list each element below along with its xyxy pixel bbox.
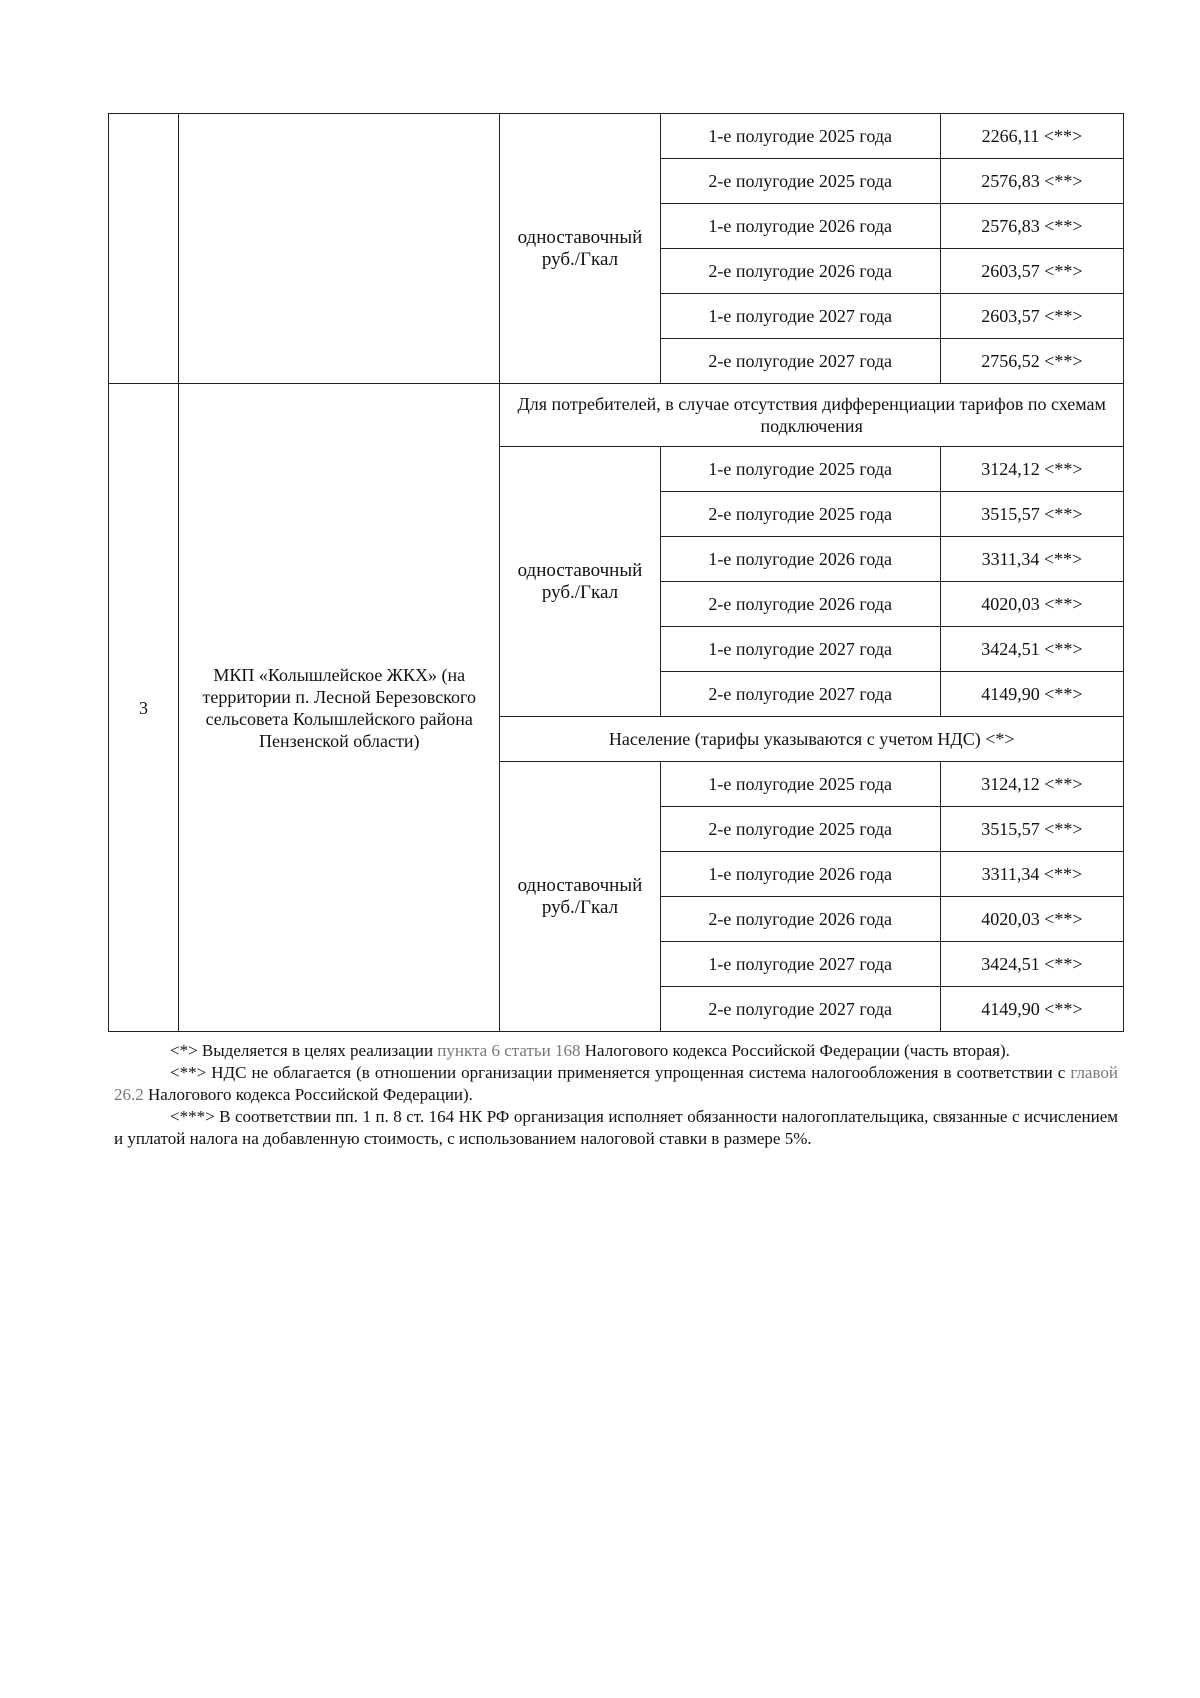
value-cell: 4020,03 <**> (940, 582, 1123, 627)
value-cell: 3424,51 <**> (940, 942, 1123, 987)
law-reference-link[interactable]: главой 26.2 (114, 1063, 1118, 1104)
period-cell: 2-е полугодие 2026 года (660, 897, 940, 942)
footnote-text: Налогового кодекса Российской Федерации). (143, 1085, 473, 1104)
table-row (109, 384, 1124, 447)
period-cell: 1-е полугодие 2025 года (660, 114, 940, 159)
row-number-cell: 3 (109, 384, 179, 1032)
period-cell: 2-е полугодие 2027 года (660, 672, 940, 717)
value-cell: 3124,12 <**> (940, 762, 1123, 807)
value-cell: 3515,57 <**> (940, 807, 1123, 852)
period-cell: 2-е полугодие 2027 года (660, 987, 940, 1032)
value-cell: 4149,90 <**> (940, 987, 1123, 1032)
unit-cell: одноставочный руб./Гкал (500, 762, 660, 1032)
footnote-1 (114, 1040, 1118, 1062)
period-cell: 1-е полугодие 2026 года (660, 537, 940, 582)
footnote-text: <*> Выделяется в целях реализации (170, 1041, 438, 1060)
organization-cell (179, 114, 500, 384)
value-cell: 4020,03 <**> (940, 897, 1123, 942)
value-cell: 2576,83 <**> (940, 204, 1123, 249)
value-cell: 3311,34 <**> (940, 852, 1123, 897)
unit-cell: одноставочный руб./Гкал (500, 114, 660, 384)
value-cell: 3311,34 <**> (940, 537, 1123, 582)
period-cell: 2-е полугодие 2027 года (660, 339, 940, 384)
value-cell: 2266,11 <**> (940, 114, 1123, 159)
consumers-header: Для потребителей, в случае отсутствия дифференциации тарифов по схемам подключения (500, 384, 1124, 447)
row-number-cell (109, 114, 179, 384)
period-cell: 1-е полугодие 2027 года (660, 294, 940, 339)
footnote-text: <**> НДС не облагается (в отношении организации применяется упрощенная система налогообложения в соответствии с (170, 1063, 1071, 1082)
period-cell: 1-е полугодие 2027 года (660, 627, 940, 672)
period-cell: 2-е полугодие 2025 года (660, 159, 940, 204)
table-row (109, 114, 1124, 159)
footnote-2 (114, 1062, 1118, 1106)
law-reference-link[interactable]: пункта 6 статьи 168 (437, 1041, 581, 1060)
value-cell: 2576,83 <**> (940, 159, 1123, 204)
period-cell: 1-е полугодие 2026 года (660, 204, 940, 249)
value-cell: 3124,12 <**> (940, 447, 1123, 492)
period-cell: 2-е полугодие 2025 года (660, 807, 940, 852)
period-cell: 1-е полугодие 2027 года (660, 942, 940, 987)
population-header: Население (тарифы указываются с учетом НДС) <*> (500, 717, 1124, 762)
value-cell: 2756,52 <**> (940, 339, 1123, 384)
period-cell: 1-е полугодие 2025 года (660, 762, 940, 807)
tariff-table (108, 113, 1124, 1032)
footnote-text: Налогового кодекса Российской Федерации (часть вторая). (580, 1041, 1010, 1060)
footnotes (114, 1040, 1118, 1150)
period-cell: 1-е полугодие 2026 года (660, 852, 940, 897)
period-cell: 2-е полугодие 2026 года (660, 582, 940, 627)
period-cell: 2-е полугодие 2026 года (660, 249, 940, 294)
value-cell: 2603,57 <**> (940, 294, 1123, 339)
organization-cell: МКП «Колышлейское ЖКХ» (на территории п. Лесной Березовского сельсовета Колышлейского района Пензенской области) (179, 384, 500, 1032)
footnote-3: <***> В соответствии пп. 1 п. 8 ст. 164 НК РФ организация исполняет обязанности налогоплательщика, связанные с исчислением и уплатой налога на добавленную стоимость, с использованием налоговой ставки в размере 5%. (114, 1107, 1118, 1148)
period-cell: 1-е полугодие 2025 года (660, 447, 940, 492)
unit-cell: одноставочный руб./Гкал (500, 447, 660, 717)
value-cell: 4149,90 <**> (940, 672, 1123, 717)
value-cell: 3424,51 <**> (940, 627, 1123, 672)
value-cell: 2603,57 <**> (940, 249, 1123, 294)
value-cell: 3515,57 <**> (940, 492, 1123, 537)
period-cell: 2-е полугодие 2025 года (660, 492, 940, 537)
